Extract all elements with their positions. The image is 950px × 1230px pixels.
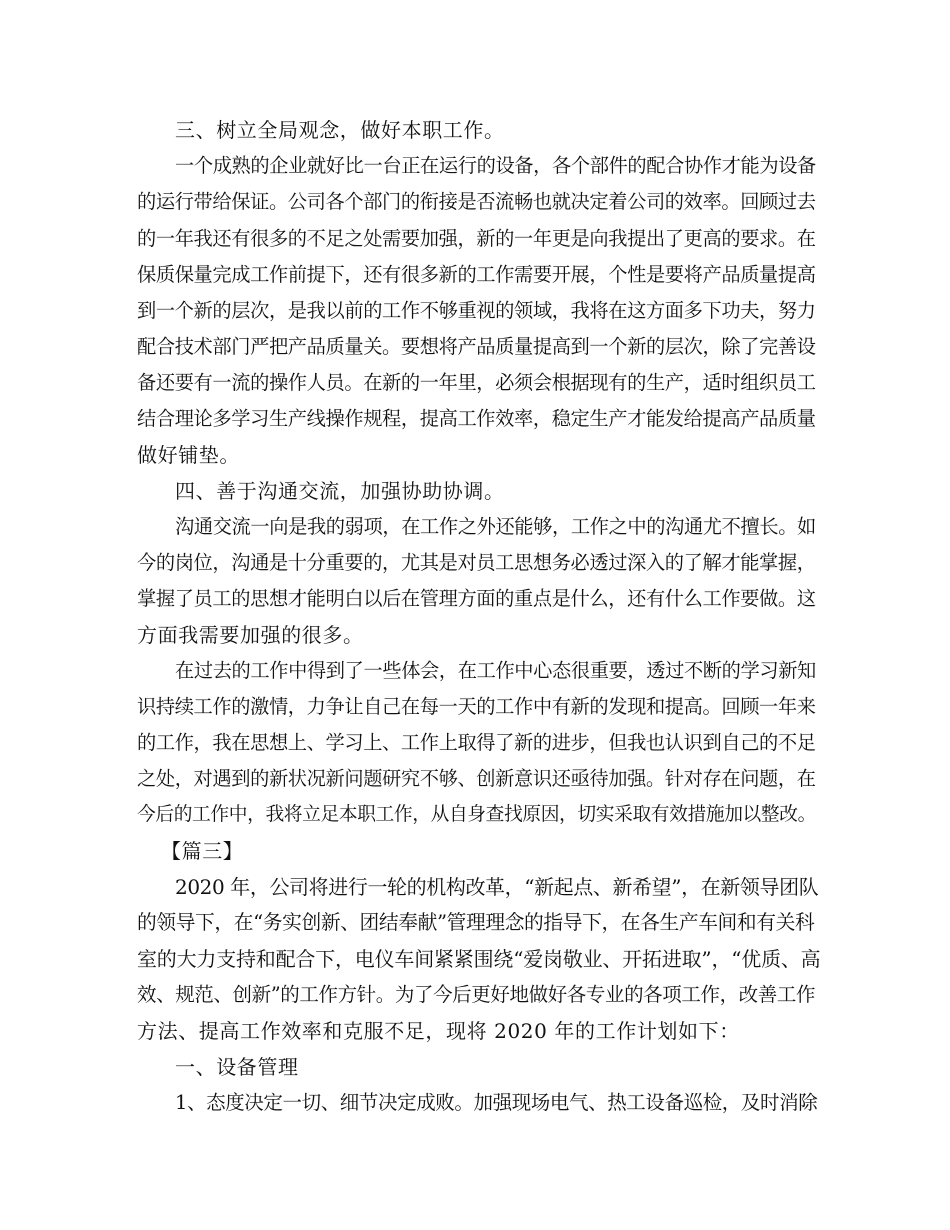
paragraph-line: 今的岗位，沟通是十分重要的，尤其是对员工思想务必透过深入的了解才能掌握， [137, 551, 816, 574]
paragraph-line: 一个成熟的企业就好比一台正在运行的设备，各个部件的配合协作才能为设备 [175, 154, 816, 177]
paragraph-line: 1、态度决定一切、细节决定成败。加强现场电气、热工设备巡检，及时消除 [175, 1091, 818, 1114]
paragraph-line: 的领导下，在“务实创新、团结奉献”管理理念的指导下，在各生产车间和有关科 [137, 911, 815, 934]
section-heading-3: 三、树立全局观念，做好本职工作。 [175, 118, 505, 142]
paragraph-line: 做好铺垫。 [137, 443, 240, 467]
paragraph-line: 方法、提高工作效率和克服不足，现将 2020 年的工作计划如下： [137, 1019, 740, 1043]
paragraph-line: 之处，对遇到的新状况新问题研究不够、创新意识还亟待加强。针对存在问题，在 [137, 767, 816, 790]
paragraph-line: 识持续工作的激情，力争让自己在每一天的工作中有新的发现和提高。回顾一年来 [137, 695, 816, 718]
section-heading-equipment: 一、设备管理 [175, 1055, 299, 1079]
paragraph-line: 今后的工作中，我将立足本职工作，从自身查找原因，切实采取有效措施加以整改。 [137, 804, 816, 825]
paragraph-line: 到一个新的层次，是我以前的工作不够重视的领域，我将在这方面多下功夫，努力 [137, 299, 816, 322]
paragraph-line: 沟通交流一向是我的弱项，在工作之外还能够，工作之中的沟通尤不擅长。如 [175, 515, 816, 538]
paragraph-line: 室的大力支持和配合下，电仪车间紧紧围绕“爱岗敬业、开拓进取”，“优质、高 [137, 947, 821, 971]
paragraph-line: 保质保量完成工作前提下，还有很多新的工作需要开展，个性是要将产品质量提高 [137, 263, 816, 286]
paragraph-line: 的工作，我在思想上、学习上、工作上取得了新的进步，但我也认识到自己的不足 [137, 731, 816, 754]
part-heading: 【篇三】 [161, 839, 244, 863]
paragraph-line: 效、规范、创新”的工作方针。为了今后更好地做好各专业的各项工作，改善工作 [137, 983, 816, 1006]
paragraph-line: 结合理论多学习生产线操作规程，提高工作效率，稳定生产才能发给提高产品质量 [137, 407, 816, 430]
paragraph-line: 方面我需要加强的很多。 [137, 623, 364, 647]
paragraph-line: 的运行带给保证。公司各个部门的衔接是否流畅也就决定着公司的效率。回顾过去 [137, 190, 816, 213]
paragraph-line: 配合技术部门严把产品质量关。要想将产品质量提高到一个新的层次，除了完善设 [137, 335, 816, 358]
paragraph-line: 的一年我还有很多的不足之处需要加强，新的一年更是向我提出了更高的要求。在 [137, 227, 816, 250]
paragraph-line: 2020 年，公司将进行一轮的机构改革，“新起点、新希望”，在新领导团队 [175, 875, 819, 899]
section-heading-4: 四、善于沟通交流，加强协助协调。 [175, 479, 505, 503]
paragraph-line: 备还要有一流的操作人员。在新的一年里，必须会根据现有的生产，适时组织员工 [137, 371, 816, 394]
paragraph-line: 掌握了员工的思想才能明白以后在管理方面的重点是什么，还有什么工作要做。这 [137, 587, 816, 610]
paragraph-line: 在过去的工作中得到了一些体会，在工作中心态很重要，透过不断的学习新知 [175, 659, 816, 682]
